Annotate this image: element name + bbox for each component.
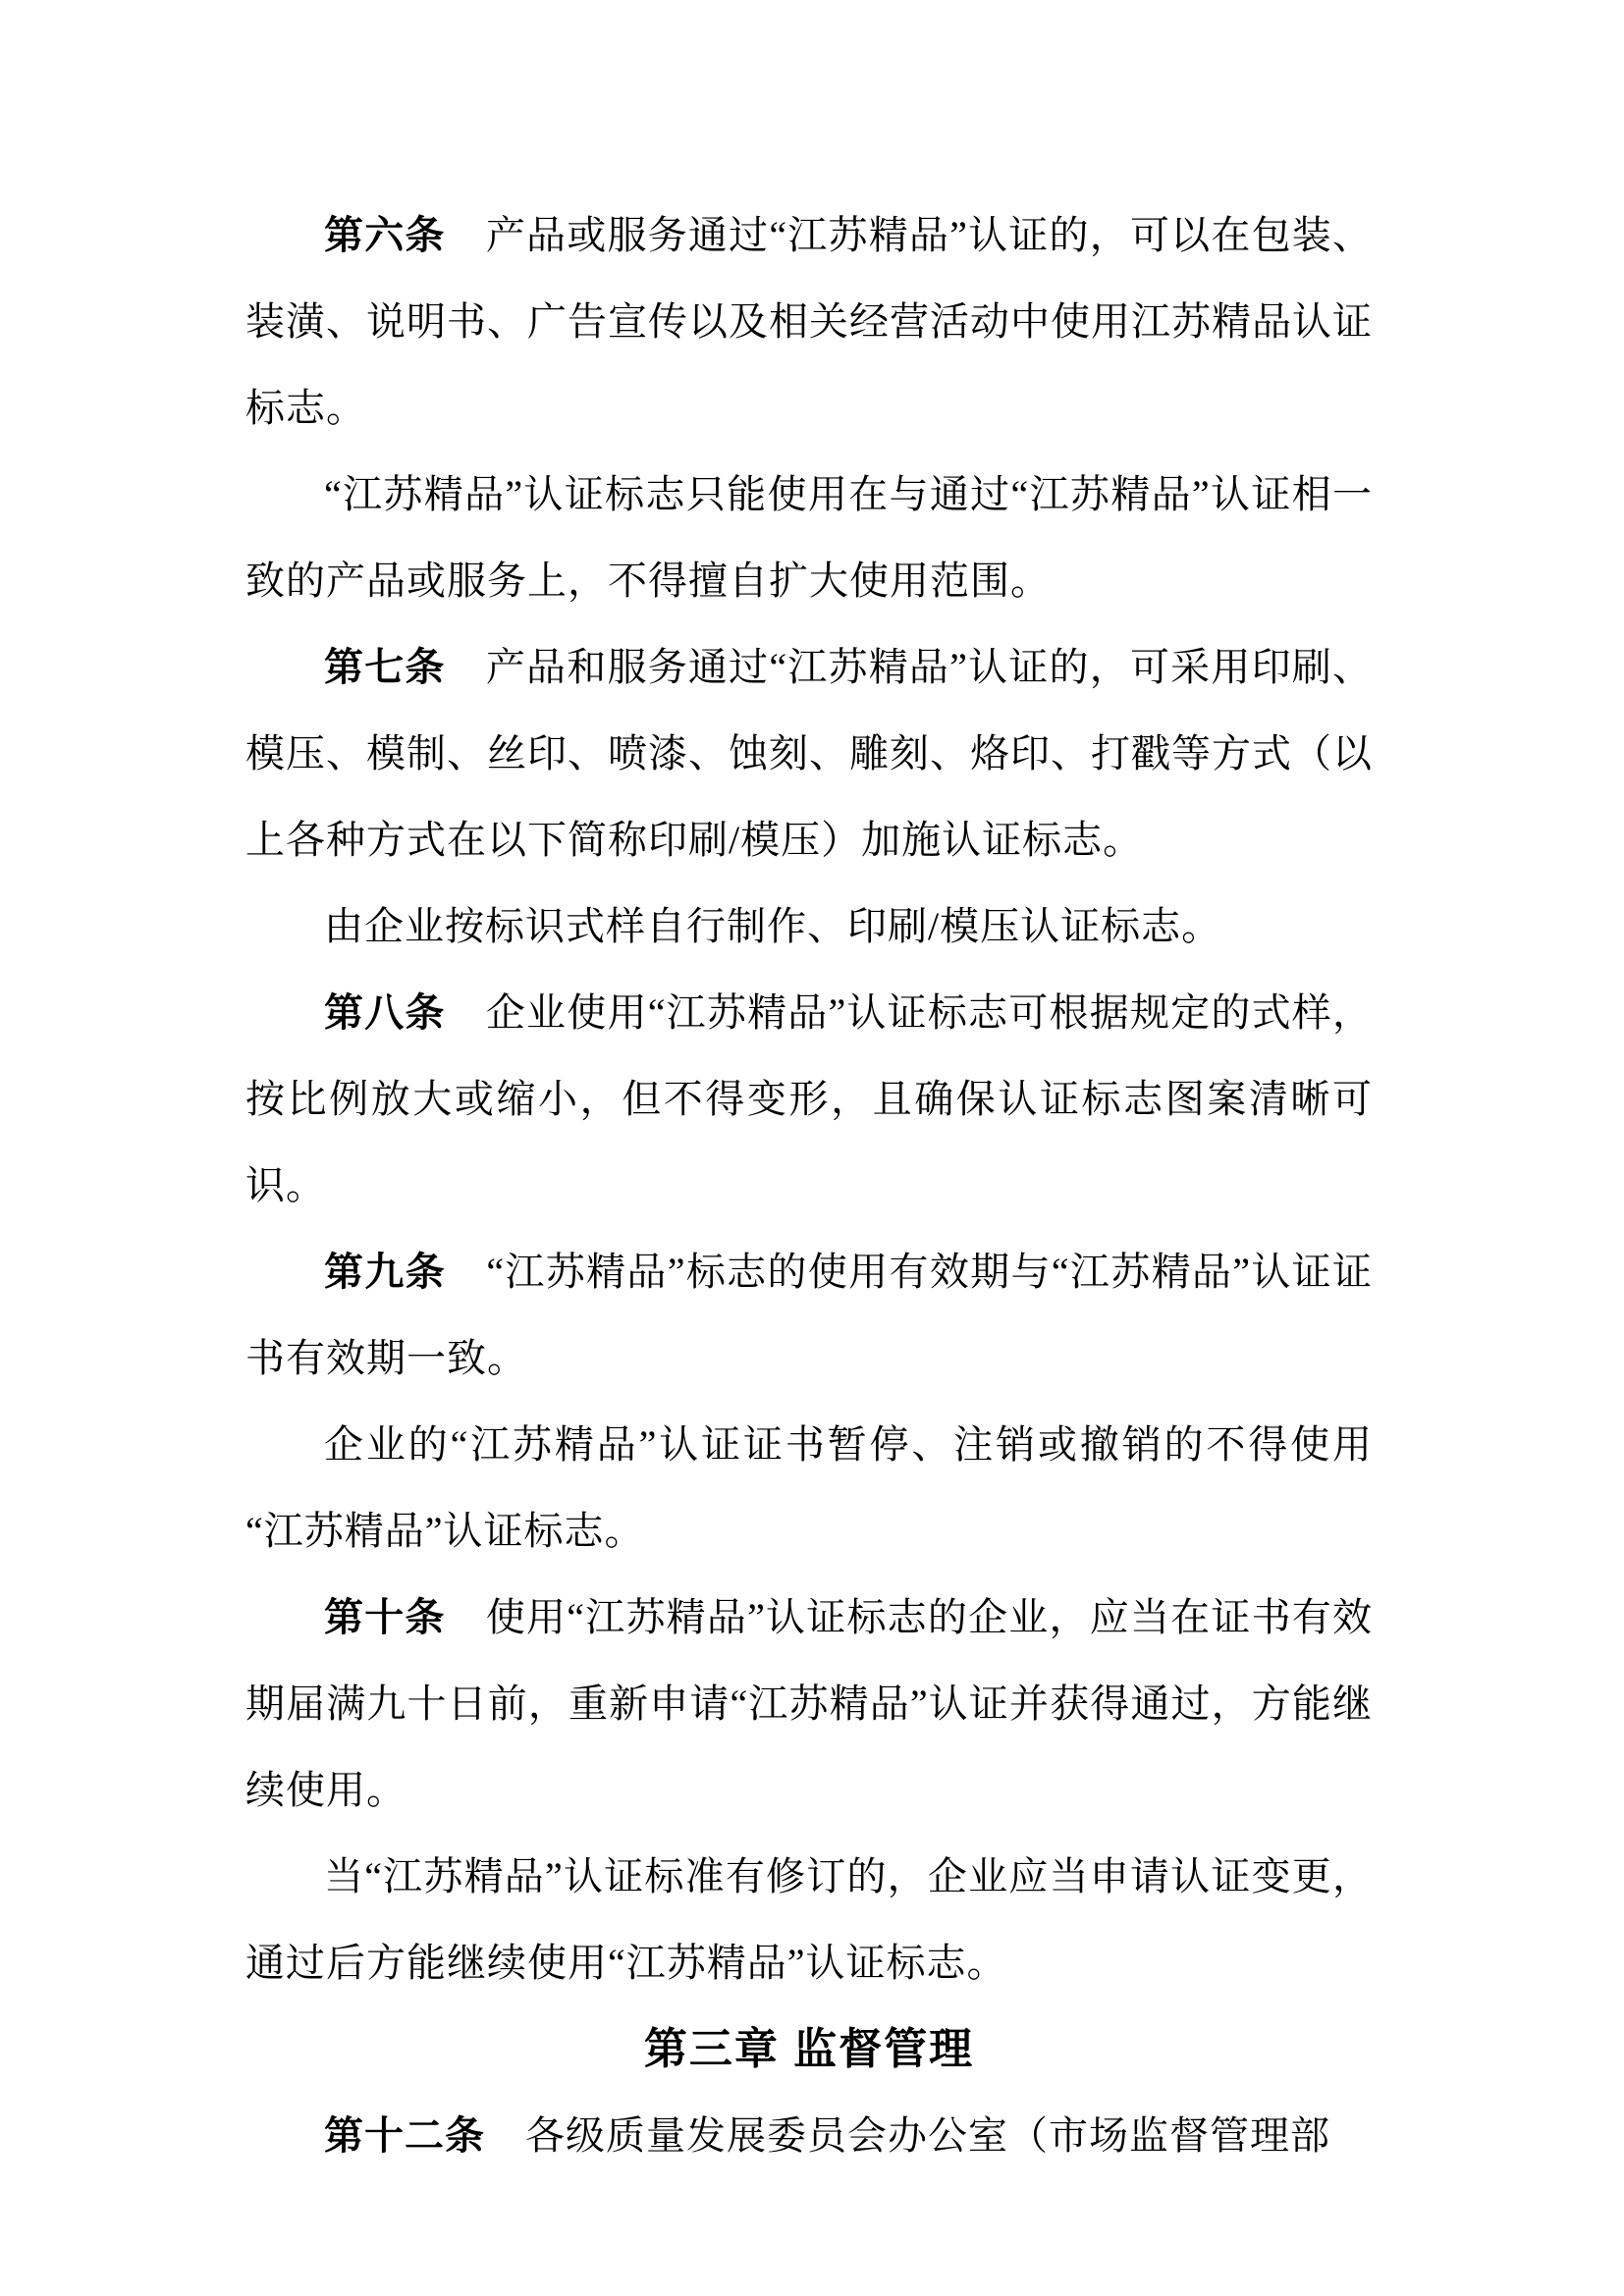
article-10-text: 使用“江苏精品”认证标志的企业，应当在证书有效期届满九十日前，重新申请“江苏精品”认证并获得通过，方能继续使用。: [245, 1595, 1373, 1812]
article-10-label: 第十条: [324, 1596, 446, 1639]
para-article-6: [245, 192, 1373, 452]
continuation-2-text: 由企业按标识式样自行制作、印刷/模压认证标志。: [324, 904, 1222, 948]
para-continuation-2: [245, 883, 1373, 970]
article-9-text: “江苏精品”标志的使用有效期与“江苏精品”认证证书有效期一致。: [245, 1250, 1374, 1380]
para-article-9: [245, 1229, 1373, 1402]
para-article-12: [245, 2093, 1373, 2179]
para-article-7: [245, 624, 1373, 883]
article-8-text: 企业使用“江苏精品”认证标志可根据规定的式样，按比例放大或缩小，但不得变形，且确保认证标志图案清晰可识。: [245, 990, 1373, 1207]
continuation-4-text: 当“江苏精品”认证标准有修订的，企业应当申请认证变更，通过后方能继续使用“江苏精品”认证标志。: [245, 1854, 1373, 1985]
article-6-text: 产品或服务通过“江苏精品”认证的，可以在包装、装潢、说明书、广告宣传以及相关经营活动中使用江苏精品认证标志。: [245, 213, 1373, 430]
para-continuation-1: [245, 452, 1373, 624]
para-article-8: [245, 970, 1373, 1229]
para-continuation-4: [245, 1834, 1373, 2006]
continuation-1-text: “江苏精品”认证标志只能使用在与通过“江苏精品”认证相一致的产品或服务上，不得擅自扩大使用范围。: [245, 472, 1373, 603]
article-6-label: 第六条: [324, 214, 446, 257]
article-7-text: 产品和服务通过“江苏精品”认证的，可采用印刷、模压、模制、丝印、喷漆、蚀刻、雕刻、烙印、打戳等方式（以上各种方式在以下简称印刷/模压）加施认证标志。: [245, 645, 1373, 862]
para-article-10: [245, 1575, 1373, 1834]
continuation-3-text: 企业的“江苏精品”认证证书暂停、注销或撤销的不得使用“江苏精品”认证标志。: [245, 1422, 1373, 1553]
article-9-label: 第九条: [324, 1251, 446, 1294]
article-7-label: 第七条: [324, 646, 446, 689]
article-12-text: 各级质量发展委员会办公室（市场监督管理部: [485, 2113, 1330, 2158]
chapter-heading: 第三章 监督管理: [643, 2025, 975, 2073]
article-8-label: 第八条: [324, 991, 446, 1035]
para-continuation-3: [245, 1402, 1373, 1575]
article-12-label: 第十二条: [324, 2114, 485, 2158]
